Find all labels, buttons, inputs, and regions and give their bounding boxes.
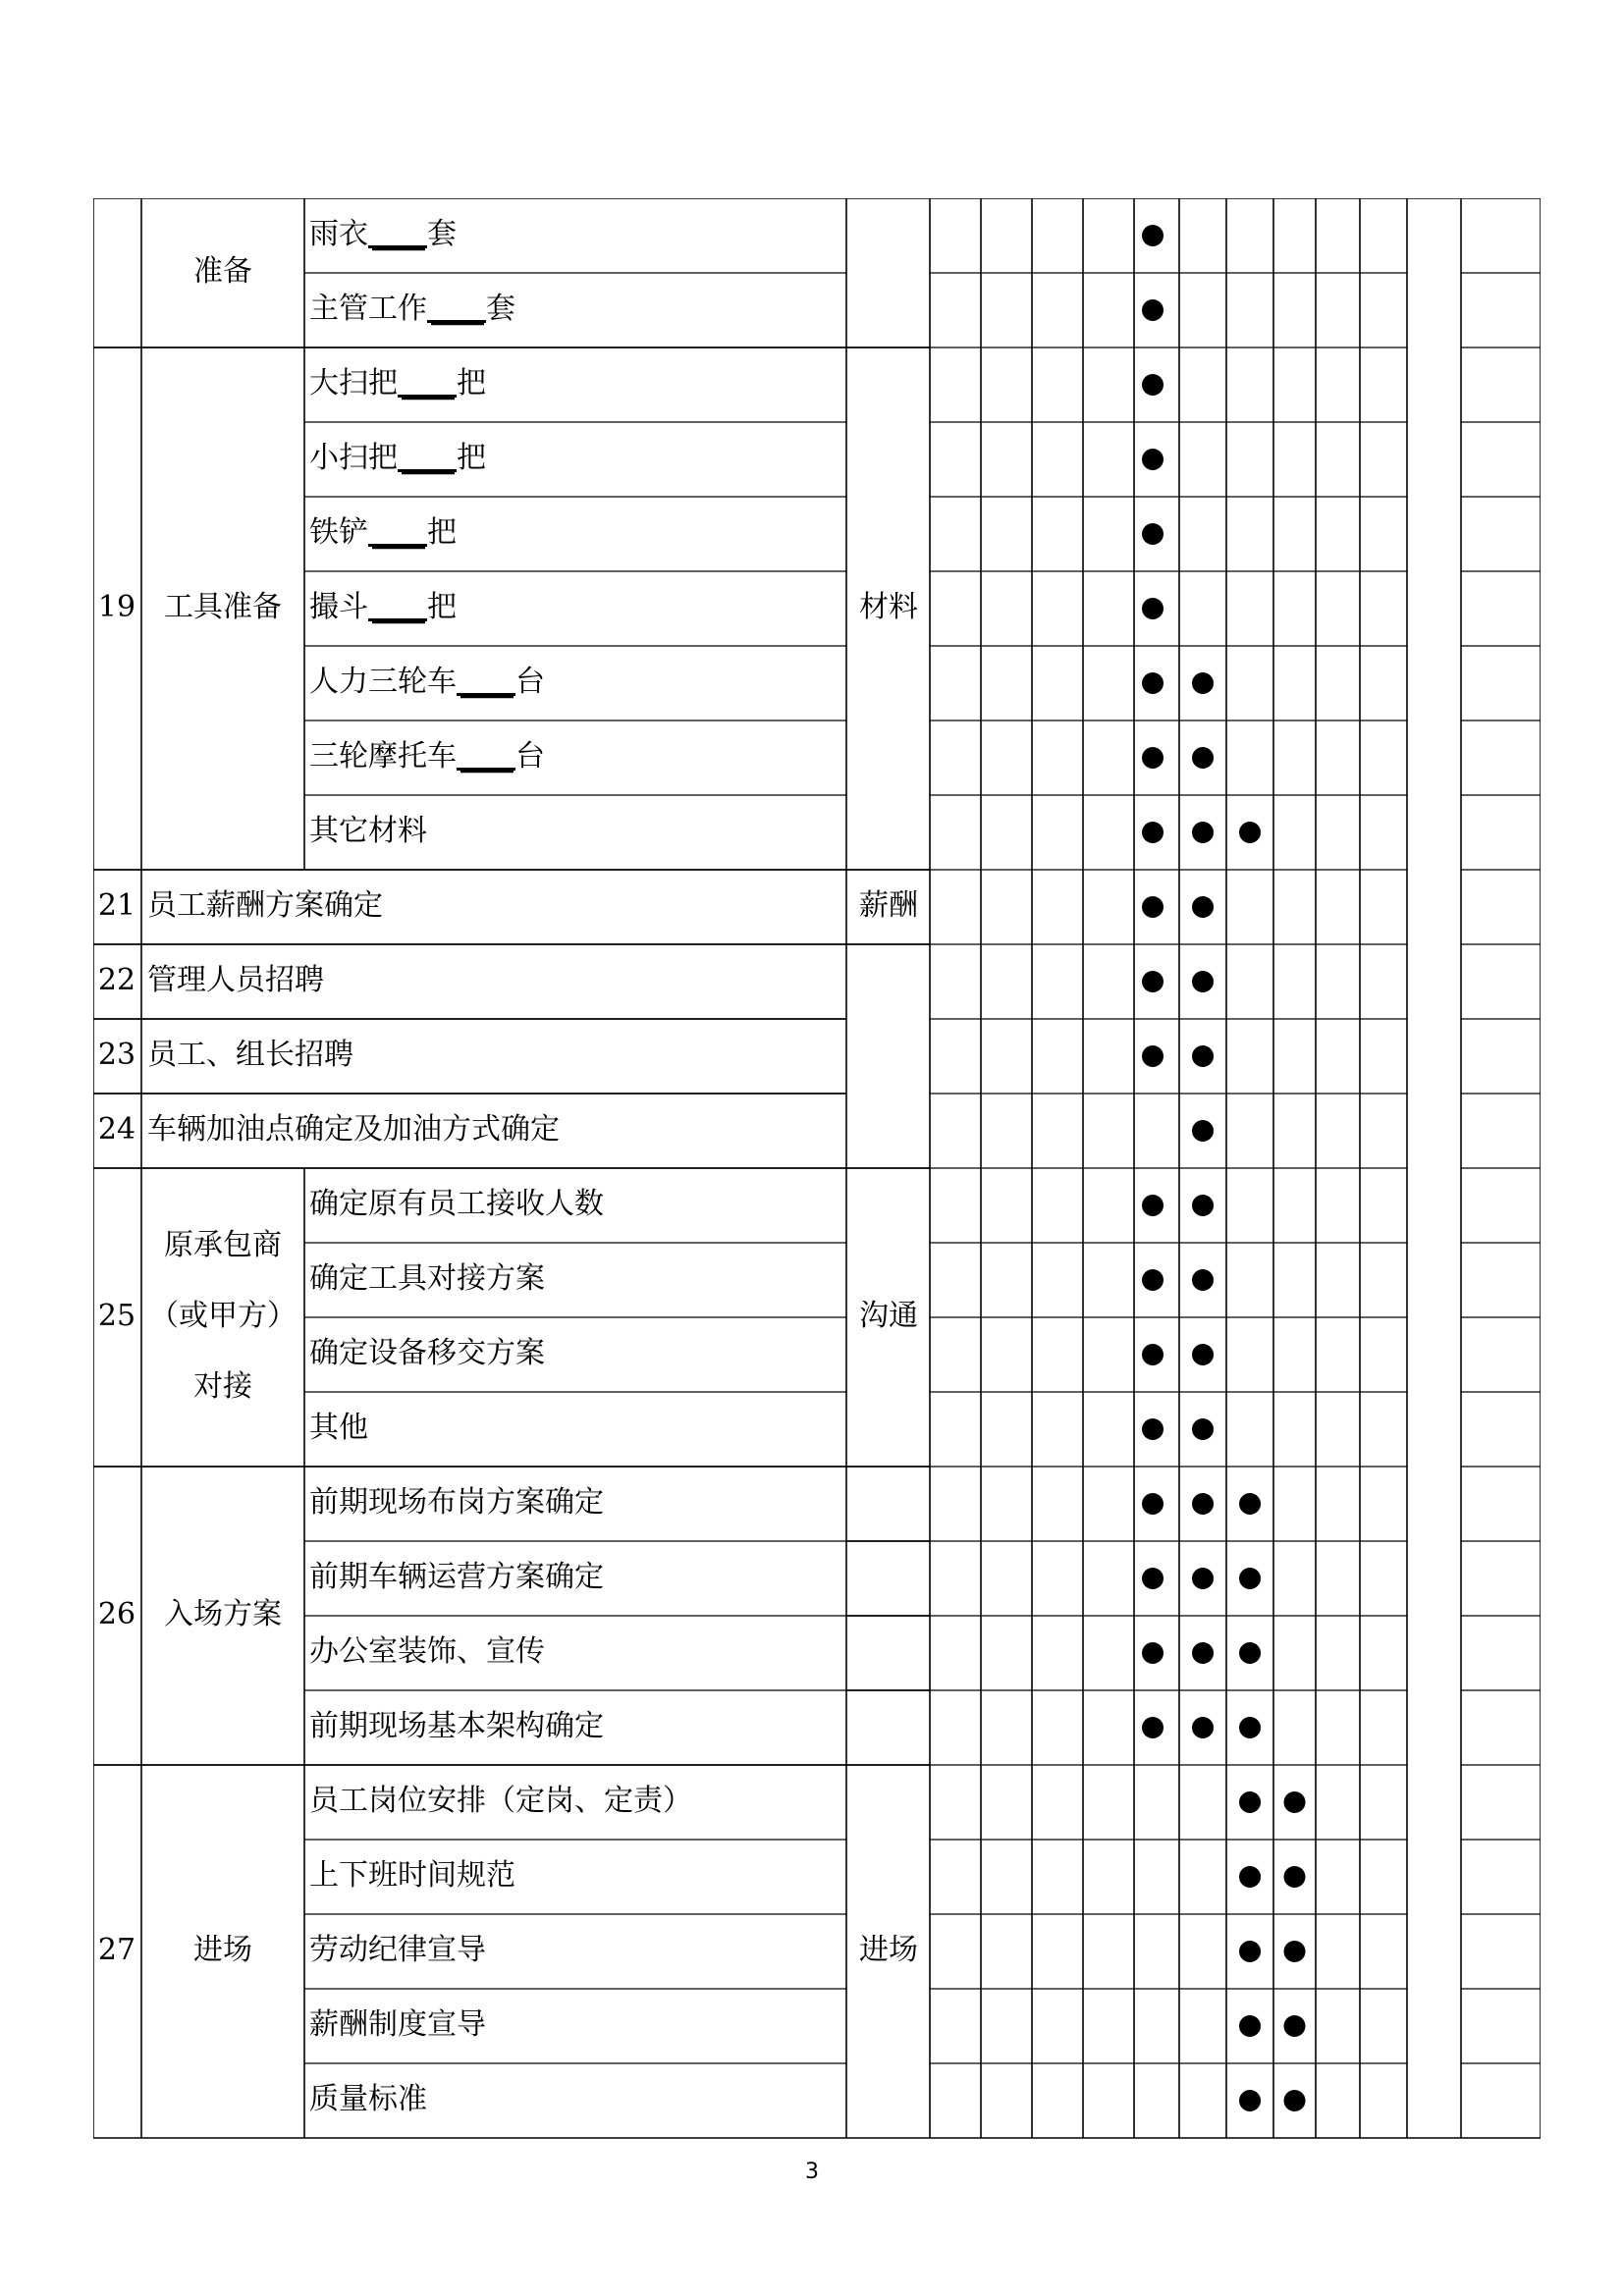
progress-dot [1192,1568,1214,1589]
row-number: 23 [97,1038,136,1072]
row-number: 24 [97,1112,136,1147]
row-number: 26 [97,1597,136,1631]
progress-dot [1142,225,1164,246]
progress-dot [1192,1418,1214,1440]
progress-dot [1192,1120,1214,1142]
row-number: 25 [97,1299,136,1333]
task-item: 质量标准 [309,2082,427,2116]
progress-dot [1239,1866,1261,1888]
progress-dot [1142,1344,1164,1365]
task-item: 确定工具对接方案 [309,1261,545,1296]
progress-dot [1142,1269,1164,1291]
progress-dot [1192,1493,1214,1515]
progress-dot [1142,1045,1164,1067]
progress-dot [1192,747,1214,769]
task-item: 三轮摩托车 台 [309,739,545,774]
task-item: 薪酬制度宣导 [309,2007,486,2042]
task-item: 铁铲 把 [309,515,457,550]
group-label: 入场方案 [164,1597,282,1631]
task-item: 大扫把 把 [309,366,486,400]
task-item: 人力三轮车 台 [309,665,545,699]
task-item: 其他 [309,1411,368,1445]
progress-dot [1239,822,1261,843]
task-item: 撮斗 把 [309,590,457,624]
progress-dot [1142,1418,1164,1440]
progress-dot [1239,1791,1261,1813]
progress-dot [1192,1344,1214,1365]
category-label: 材料 [859,590,918,624]
task-item: 主管工作 套 [309,292,515,326]
progress-dot [1284,1791,1306,1813]
progress-dot [1192,1642,1214,1664]
schedule-table [93,198,1541,2141]
task-item: 前期车辆运营方案确定 [309,1560,604,1594]
progress-dot [1142,1642,1164,1664]
row-number: 21 [97,888,136,923]
task-item: 其它材料 [309,814,427,848]
progress-dot [1192,822,1214,843]
group-label: （或甲方） [149,1299,297,1333]
progress-dot [1142,374,1164,396]
progress-dot [1142,672,1164,694]
task-item: 上下班时间规范 [309,1858,515,1893]
progress-dot [1192,1195,1214,1216]
progress-dot [1142,1195,1164,1216]
row-number: 19 [97,590,136,624]
task-item: 车辆加油点确定及加油方式确定 [147,1112,560,1147]
progress-dot [1239,1493,1261,1515]
row-number: 22 [97,963,136,997]
group-label: 原承包商 [164,1228,282,1262]
progress-dot [1142,896,1164,918]
task-item: 劳动纪律宣导 [309,1933,486,1967]
task-item: 小扫把 把 [309,441,486,475]
progress-dot [1284,2090,1306,2111]
group-label: 工具准备 [164,590,282,624]
progress-dot [1142,523,1164,545]
task-item: 前期现场基本架构确定 [309,1709,604,1743]
progress-dot [1192,1717,1214,1738]
task-item: 管理人员招聘 [147,963,324,997]
progress-dot [1239,2090,1261,2111]
progress-dot [1192,1045,1214,1067]
progress-dot [1239,1717,1261,1738]
row-number: 27 [97,1933,136,1967]
progress-dot [1192,672,1214,694]
group-label: 准备 [193,254,252,289]
progress-dot [1142,1493,1164,1515]
task-item: 员工、组长招聘 [147,1038,353,1072]
progress-dot [1142,971,1164,992]
progress-dot [1284,1941,1306,1962]
progress-dot [1192,896,1214,918]
progress-dot [1239,1642,1261,1664]
progress-dot [1142,598,1164,619]
task-item: 办公室装饰、宣传 [309,1634,545,1669]
progress-dot [1284,1866,1306,1888]
schedule-grid [93,198,1541,2141]
progress-dot [1142,747,1164,769]
group-label: 进场 [193,1933,252,1967]
progress-dot [1239,1941,1261,1962]
task-item: 确定设备移交方案 [309,1336,545,1370]
progress-dot [1239,1568,1261,1589]
progress-dot [1192,971,1214,992]
progress-dot [1192,1269,1214,1291]
category-label: 进场 [859,1933,918,1967]
progress-dot [1284,2015,1306,2037]
page-number: 3 [805,2160,819,2184]
progress-dot [1239,2015,1261,2037]
progress-dot [1142,1568,1164,1589]
task-item: 雨衣 套 [309,217,457,251]
progress-dot [1142,299,1164,321]
task-item: 前期现场布岗方案确定 [309,1485,604,1520]
group-label: 对接 [193,1369,252,1404]
progress-dot [1142,449,1164,470]
task-item: 员工薪酬方案确定 [147,888,383,923]
category-label: 薪酬 [859,888,918,923]
progress-dot [1142,822,1164,843]
progress-dot [1142,1717,1164,1738]
category-label: 沟通 [859,1299,918,1333]
task-item: 员工岗位安排（定岗、定责） [309,1784,692,1818]
task-item: 确定原有员工接收人数 [309,1187,604,1221]
